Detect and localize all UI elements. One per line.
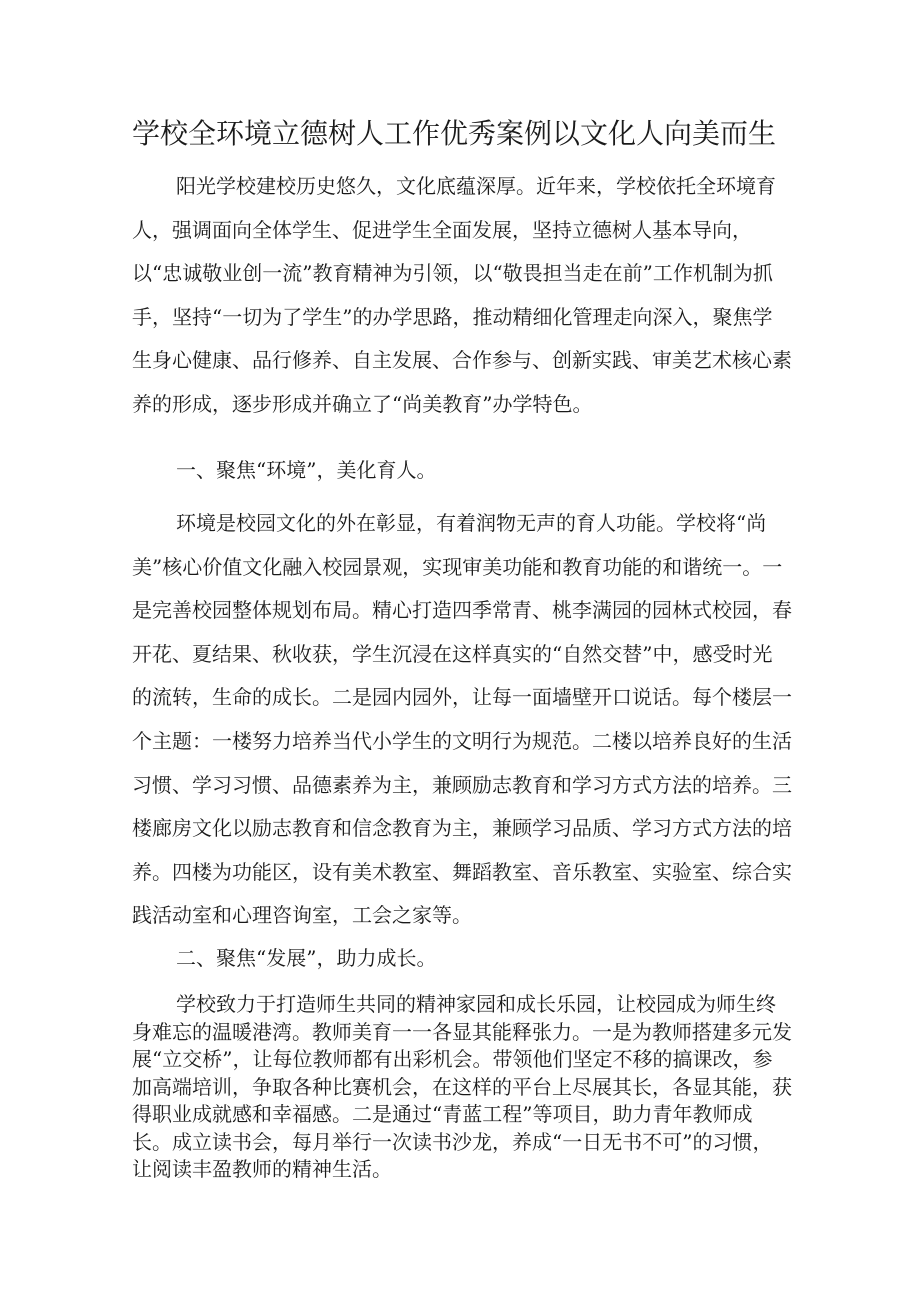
section-heading-environment: 一、聚焦“环境”，美化育人。 — [176, 458, 437, 482]
environment-paragraph: 环境是校园文化的外在彰显，有着润物无声的育人功能。学校将“尚美”核心价值文化融入校园景观，实现审美功能和教育功能的和谐统一。一是完善校园整体规划布局。精心打造四季常青、桃李满园的园林式校园，春开花、夏结果、秋收获，学生沉浸在这样真实的“自然交替”中，感受时光的流转，生命的成长。二是园内园外，让每一面墙壁开口说话。每个楼层一个主题：一楼努力培养当代小学生的文明行为规范。二楼以培养良好的生活习惯、学习习惯、品德素养为主，兼顾励志教育和学习方式方法的培养。三楼廊房文化以励志教育和信念教育为主，兼顾学习品质、学习方式方法的培养。四楼为功能区，设有美术教室、舞蹈教室、音乐教室、实验室、综合实践活动室和心理咨询室，工会之家等。 — [132, 511, 792, 928]
section-heading-development: 二、聚焦“发展”，助力成长。 — [176, 946, 437, 970]
development-paragraph: 学校致力于打造师生共同的精神家园和成长乐园，让校园成为师生终身难忘的温暖港湾。教师美育一一各显其能释张力。一是为教师搭建多元发展“立交桥”，让每位教师都有出彩机会。带领他们坚定不移的搞课改，参加高端培训，争取各种比赛机会，在这样的平台上尽展其长，各显其能，获得职业成就感和幸福感。二是通过“青蓝工程”等项目，助力青年教师成长。成立读书会，每月举行一次读书沙龙，养成“一日无书不可”的习惯，让阅读丰盈教师的精神生活。 — [132, 992, 792, 1181]
document-title: 学校全环境立德树人工作优秀案例以文化人向美而生 — [132, 117, 777, 150]
intro-paragraph: 阳光学校建校历史悠久，文化底蕴深厚。近年来，学校依托全环境育人，强调面向全体学生、促进学生全面发展，坚持立德树人基本导向，以“忠诚敬业创一流”教育精神为引领，以“敬畏担当走在前”工作机制为抓手，坚持“一切为了学生”的办学思路，推动精细化管理走向深入，聚焦学生身心健康、品行修养、自主发展、合作参与、创新实践、审美艺术核心素养的形成，逐步形成并确立了“尚美教育”办学特色。 — [132, 174, 792, 416]
